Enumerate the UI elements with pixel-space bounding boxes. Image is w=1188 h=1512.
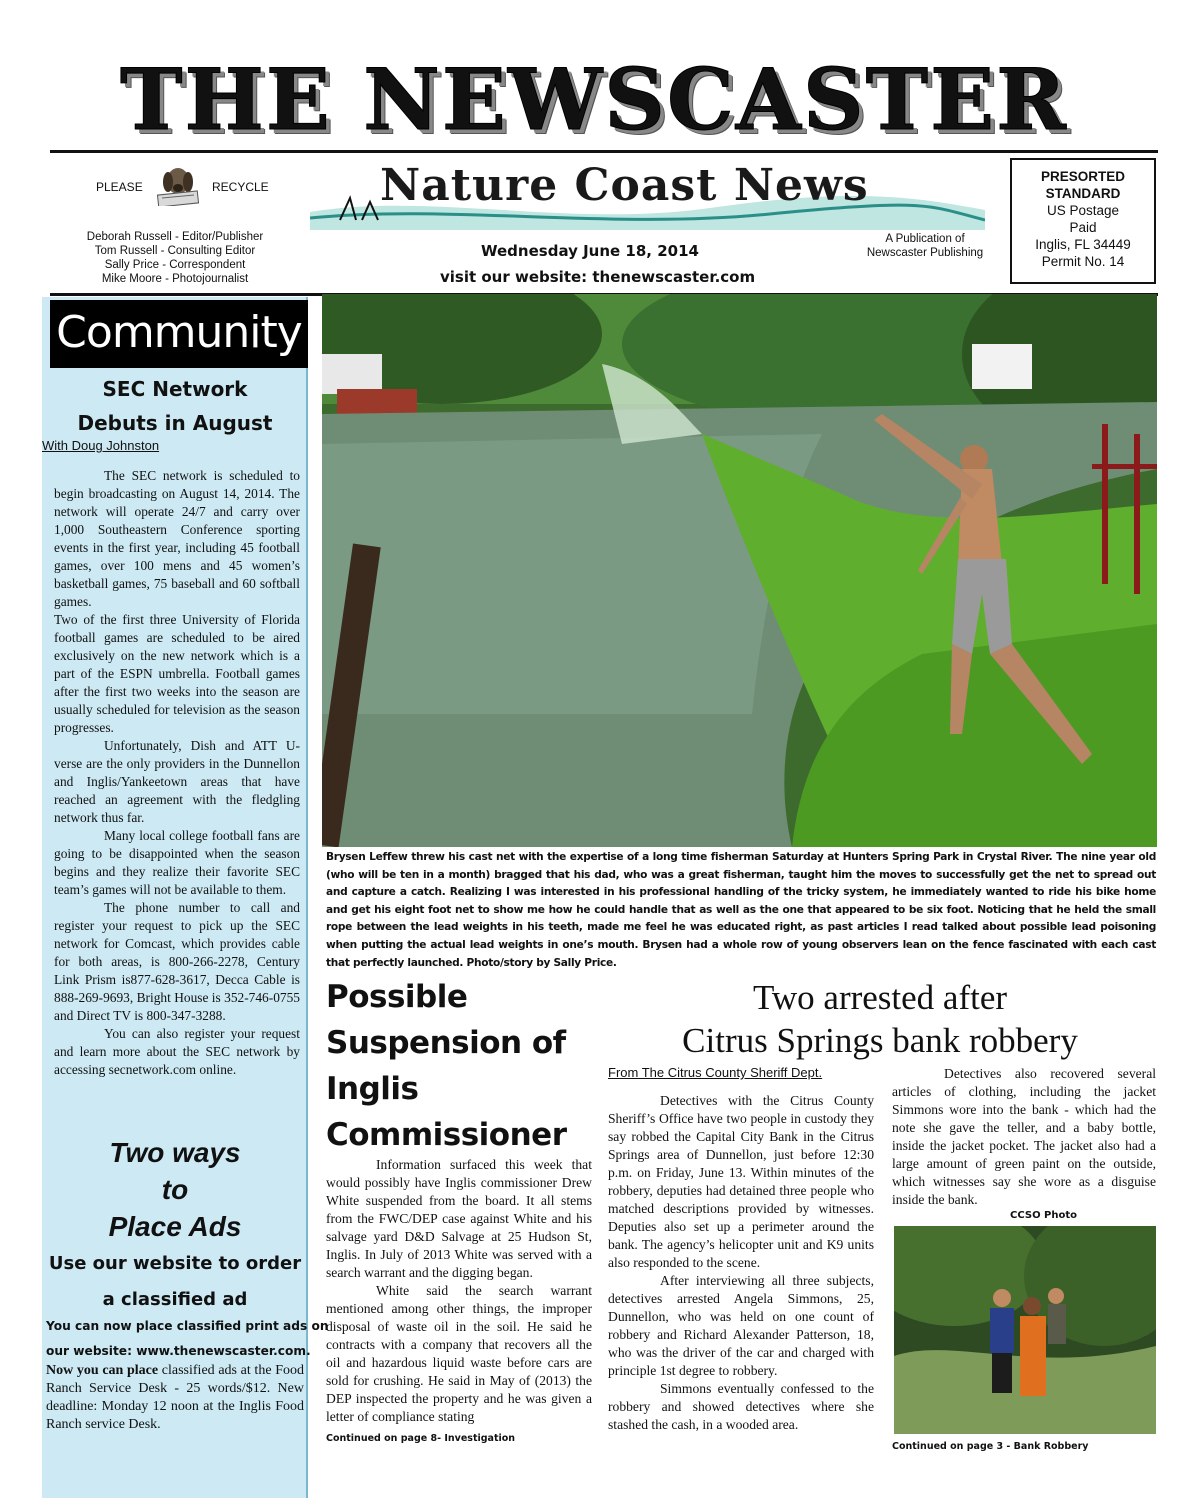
sec-byline: With Doug Johnston xyxy=(42,438,160,453)
continued-jump-line: Continued on page 3 - Bank Robbery xyxy=(892,1441,1089,1452)
paragraph: You can also register your request and learn more about the SEC network by accessing secnetwork.com online. xyxy=(54,1026,300,1077)
ads-website-note xyxy=(46,1314,329,1364)
publication-line: A Publication of xyxy=(885,233,965,245)
subheadline-line: a classified ad xyxy=(102,1289,248,1310)
dateline xyxy=(440,238,756,290)
recycle-recycle-text: RECYCLE xyxy=(212,180,269,194)
headline-line: Commissioner xyxy=(326,1117,567,1153)
paragraph: After interviewing all three subjects, detectives arrested Angela Simmons, 25, Dunnellon, who was held on one count of robbery and Richard Alexander Patterson, 18, who was the driver of the car and charged with principle 1st degree to robbery. xyxy=(608,1273,874,1378)
robbery-source: From The Citrus County Sheriff Dept. xyxy=(608,1065,823,1080)
section-title: Community xyxy=(50,300,308,368)
headline-line: Inglis xyxy=(326,1071,419,1107)
postage-line: US Postage xyxy=(1046,203,1120,218)
ads-body xyxy=(46,1362,304,1434)
headline-line: SEC Network xyxy=(102,377,248,401)
publication-line: Newscaster Publishing xyxy=(866,247,984,259)
headline-line: Two arrested after xyxy=(752,978,1008,1017)
paragraph: Many local college football fans are going to be disappointed when the season begins and they realize their favorite SEC team’s games will not be available to them. xyxy=(54,828,300,897)
staff-member: Mike Moore - Photojournalist xyxy=(101,273,249,285)
arrest-photo xyxy=(894,1226,1156,1434)
paragraph: Two of the first three University of Florida football games are scheduled to be aired exclusively on the new network which is a part of the ESPN umbrella. Football games after the first two weeks into the season are usually scheduled for television as the season progresses. xyxy=(54,612,300,735)
ads-body-text: classified ads at the Food Ranch Service Desk - 25 words/$12. New deadline: Monday 12 noon at the Inglis Food Ranch service Desk. xyxy=(46,1363,304,1432)
cast-net-photo-image xyxy=(322,294,1157,847)
issue-date: Wednesday June 18, 2014 xyxy=(481,242,699,260)
staff-member: Tom Russell - Consulting Editor xyxy=(94,245,256,257)
sec-article-body xyxy=(54,467,300,1079)
robbery-article-col1 xyxy=(608,1092,874,1434)
paragraph: Unfortunately, Dish and ATT U-verse are the only providers in the Dunnellon and Inglis/Yankeetown areas that have reached an agreement with the fledgling network thus far. xyxy=(54,738,300,825)
headline-line: Suspension of xyxy=(326,1025,566,1061)
suspension-article-body xyxy=(326,1156,592,1426)
sec-headline xyxy=(42,372,308,440)
staff-list xyxy=(60,230,290,286)
logo-text: Nature Coast News xyxy=(380,160,869,211)
paragraph: Detectives with the Citrus County Sheriff’s Office have two people in custody they say robbed the Capital City Bank in the Citrus Springs area of Dunnellon, just before 12:30 p.m. on Friday, June 13. Within minutes of the robbery, deputies had detained three people who matched descriptions provided by witnesses. Deputies also set up a perimeter around the bank. The agency’s helicopter unit and K9 units also responded to the scene. xyxy=(608,1093,874,1270)
subheadline-line: Use our website to order xyxy=(48,1253,302,1274)
ads-headline xyxy=(42,1134,308,1245)
suspension-headline xyxy=(326,974,596,1158)
paragraph: Simmons eventually confessed to the robbery and showed detectives where she stashed the cash, in a wooded area. xyxy=(608,1381,874,1432)
headline-line: to xyxy=(161,1174,189,1205)
cast-net-photo xyxy=(322,294,1157,847)
postage-line: STANDARD xyxy=(1045,186,1121,201)
continued-jump-line: Continued on page 8- Investigation xyxy=(326,1433,516,1444)
publication-note xyxy=(855,232,995,260)
staff-member: Deborah Russell - Editor/Publisher xyxy=(86,231,264,243)
headline-line: Place Ads xyxy=(108,1211,242,1242)
postage-line: PRESORTED xyxy=(1040,169,1125,184)
ads-body-lead: Now you can place xyxy=(46,1363,159,1378)
postage-line: Permit No. 14 xyxy=(1041,254,1125,269)
nature-coast-news-logo xyxy=(300,160,990,228)
dog-reading-newspaper-icon xyxy=(148,166,206,206)
newspaper-title: THE NEWSCASTER xyxy=(120,50,1068,149)
recycle-please-text: PLEASE xyxy=(96,180,143,194)
arrest-photo-image xyxy=(894,1226,1156,1434)
headline-line: Two ways xyxy=(109,1137,241,1168)
recycle-notice xyxy=(96,166,276,208)
photo-credit: CCSO Photo xyxy=(1010,1210,1078,1221)
headline-line: Citrus Springs bank robbery xyxy=(682,1021,1078,1060)
postage-box xyxy=(1010,158,1156,284)
postage-line: Inglis, FL 34449 xyxy=(1035,237,1131,252)
postage-line: Paid xyxy=(1069,220,1097,235)
paragraph: Detectives also recovered several articles of clothing, including the jacket Simmons wore into the bank - which had the note she gave the teller, and a baby bottle, inside the jacket pocket. The jacket also had a large amount of green paint on the outside, which witnesses say she wore as a disguise inside the bank. xyxy=(892,1066,1156,1207)
paragraph: White said the search warrant mentioned among other things, the improper disposal of waste oil in the soil. He said he contracts with a company that recovers all the oil and hazardous liquid waste before cars are sold for crushing. He said in May of (2013) the DEP inspected the property and he was given a letter of compliance stating xyxy=(326,1283,592,1424)
headline-line: Possible xyxy=(326,979,468,1015)
paragraph: The SEC network is scheduled to begin broadcasting on August 14, 2014. The network will operate 24/7 and carry over 1,000 Southeastern Conference sporting events in the first year, including 45 football games, over 100 mens and 45 women’s basketball games, 75 baseball and 60 softball games. xyxy=(54,468,300,609)
ads-note-line: You can now place classified print ads on xyxy=(46,1319,329,1333)
ads-subheadline xyxy=(42,1246,308,1318)
masthead-rule xyxy=(50,150,1158,153)
website-line: visit our website: thenewscaster.com xyxy=(440,268,756,286)
headline-line: Debuts in August xyxy=(77,411,273,435)
ads-note-line: our website: www.thenewscaster.com. xyxy=(46,1344,311,1358)
staff-member: Sally Price - Correspondent xyxy=(104,259,246,271)
robbery-article-col2 xyxy=(892,1065,1156,1209)
paragraph: The phone number to call and register your request to pick up the SEC network for Comcast, which provides cable for both areas, is 800-266-2278, Century Link Prism is877-628-3617, Decca Cable is 888-269-9693, Bright House is 352-746-0755 and Direct TV is 800-347-3288. xyxy=(54,900,300,1023)
robbery-headline xyxy=(606,976,1154,1062)
paragraph: Information surfaced this week that would possibly have Inglis commissioner Drew White suspended from the board. It all stems from the FWC/DEP case against White and his salvage yard D&D Salvage at 25 Hudson St, Inglis. In July of 2013 White was served with a search warrant and the digging began. xyxy=(326,1157,592,1280)
photo-caption: Brysen Leffew threw his cast net with the expertise of a long time fisherman Saturday at Hunters Spring Park in Crystal River. The nine year old (who will be ten in a month) bragged that his dad, who was a great fisherman, taught him the moves to successfully get the net to spread out and capture a catch. Realizing I was interested in his professional handling of the tricky system, he immediately wanted to ride his bike home and get his eight foot net to show me how he could handle that as well as the one that appeared to be six foot. Noticing that he held the small rope between the lead weights in his teeth, made me feel he was educated right, as past articles I read talked about possible lead poisoning when putting the actual lead weights in one’s mouth. Brysen had a whole row of young observers lean on the fence fascinated with each cast that perfectly launched. Photo/story by Sally Price. xyxy=(326,851,1156,969)
